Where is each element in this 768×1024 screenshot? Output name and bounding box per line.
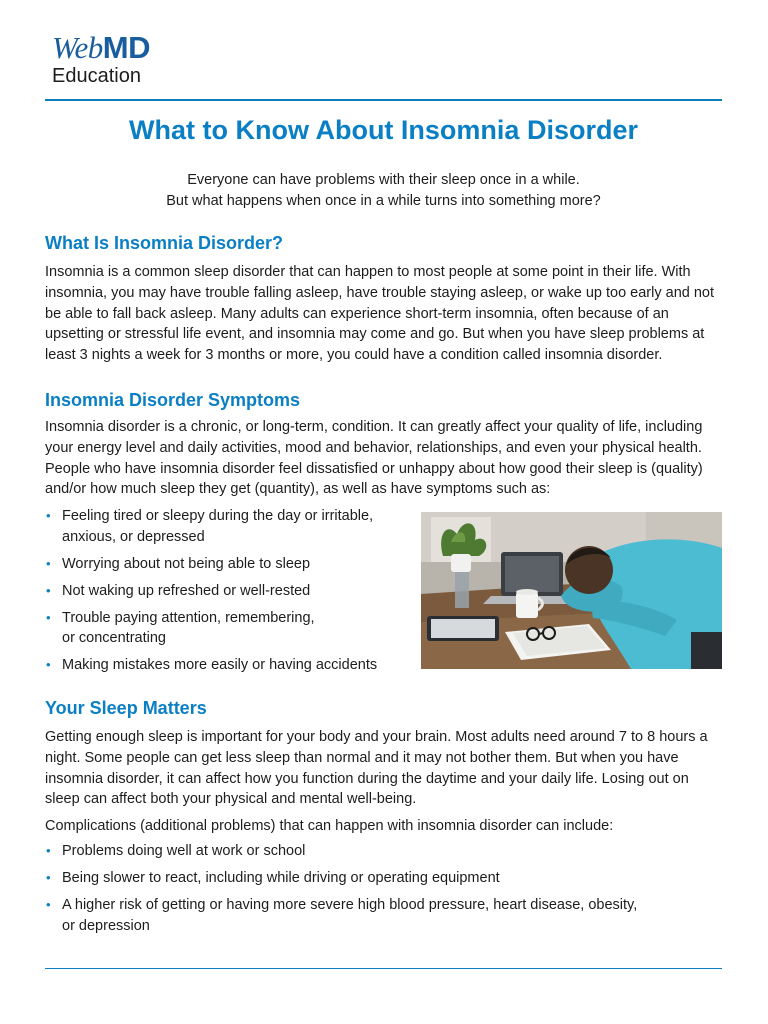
list-item (45, 868, 725, 889)
complications-list (45, 841, 725, 943)
intro-line-1: Everyone can have problems with their sleep once in a while. (187, 172, 580, 188)
section-body-symptoms: Insomnia disorder is a chronic, or long-term, condition. It can greatly affect your quality of life, including your energy level and daily activities, mood and behavior, relationships, and even your physical health. People who have insomnia disorder feel dissatisfied or unhappy about how good their sleep is (quality) and/or how much sleep they get (quantity), as well as have symptoms such as: (45, 419, 703, 498)
list-item (45, 655, 415, 676)
bullet-icon: • (46, 843, 51, 858)
list-item-text: Not waking up refreshed or well-rested (62, 582, 311, 599)
bullet-icon: • (46, 609, 51, 625)
bullet-icon: • (46, 555, 51, 571)
bullet-icon: • (46, 508, 51, 523)
list-item-text: Making mistakes more easily or having accidents (62, 657, 378, 673)
bullet-icon: • (46, 870, 51, 885)
bullet-icon: • (46, 582, 51, 598)
bottom-divider (45, 968, 722, 969)
symptoms-list (45, 506, 415, 682)
list-item (45, 506, 415, 547)
intro (45, 170, 722, 212)
page-title: What to Know About Insomnia Disorder (129, 115, 638, 145)
list-item (45, 895, 725, 936)
logo-wordmark (52, 32, 150, 64)
photo-illustration (421, 512, 722, 669)
section-body-what-is: Insomnia is a common sleep disorder that can happen to most people at some point in their life. With insomnia, you may have trouble falling asleep, have trouble staying asleep, or wake up too early and not be able to fall back asleep. Many adults can experience short-term insomnia, often because of an upsetting or stressful life event, and insomnia may come and go. But when you have sleep problems at least 3 nights a week for 3 months or more, you could have a condition called insomnia disorder. (45, 264, 715, 364)
list-item (45, 581, 415, 602)
list-item-text: A higher risk of getting or having more severe high blood pressure, heart disease, obesity, (62, 897, 638, 913)
list-item-text: Feeling tired or sleepy during the day or irritable, (62, 508, 374, 524)
intro-line-2: But what happens when once in a while turns into something more? (166, 193, 601, 209)
list-item (45, 608, 415, 649)
complications-intro: Complications (additional problems) that can happen with insomnia disorder can include: (45, 818, 614, 834)
section-heading-what-is: What Is Insomnia Disorder? (45, 233, 284, 253)
list-item-text-cont: anxious, or depressed (62, 528, 205, 545)
top-divider (45, 99, 722, 101)
list-item-text: Worrying about not being able to sleep (62, 555, 311, 572)
logo-subtitle: Education (52, 65, 141, 87)
section-heading-symptoms: Insomnia Disorder Symptoms (45, 390, 301, 410)
list-item (45, 554, 415, 575)
list-item-text: Being slower to react, including while driving or operating equipment (62, 870, 500, 886)
section-heading-sleep-matters: Your Sleep Matters (45, 698, 207, 718)
section-body-sleep-matters: Getting enough sleep is important for your body and your brain. Most adults need around 7 to 8 hours a night. Some people can get less sleep than normal and it may not bother them. But when you have insomnia disorder, it can affect how you function during the daytime and your daily life. Losing out on sleep can affect both your physical and mental well-being. (45, 729, 708, 808)
list-item-text-cont: or concentrating (62, 630, 166, 646)
webmd-education-logo (52, 32, 150, 87)
list-item-text: Problems doing well at work or school (62, 843, 306, 859)
bullet-icon: • (46, 657, 51, 672)
logo-web: Web (52, 30, 103, 65)
bullet-icon: • (46, 897, 51, 912)
sleeping-at-desk-photo (421, 512, 722, 669)
logo-md: MD (102, 30, 150, 65)
list-item-text-cont: or depression (62, 917, 150, 934)
list-item-text: Trouble paying attention, remembering, (62, 609, 315, 626)
list-item (45, 841, 725, 862)
